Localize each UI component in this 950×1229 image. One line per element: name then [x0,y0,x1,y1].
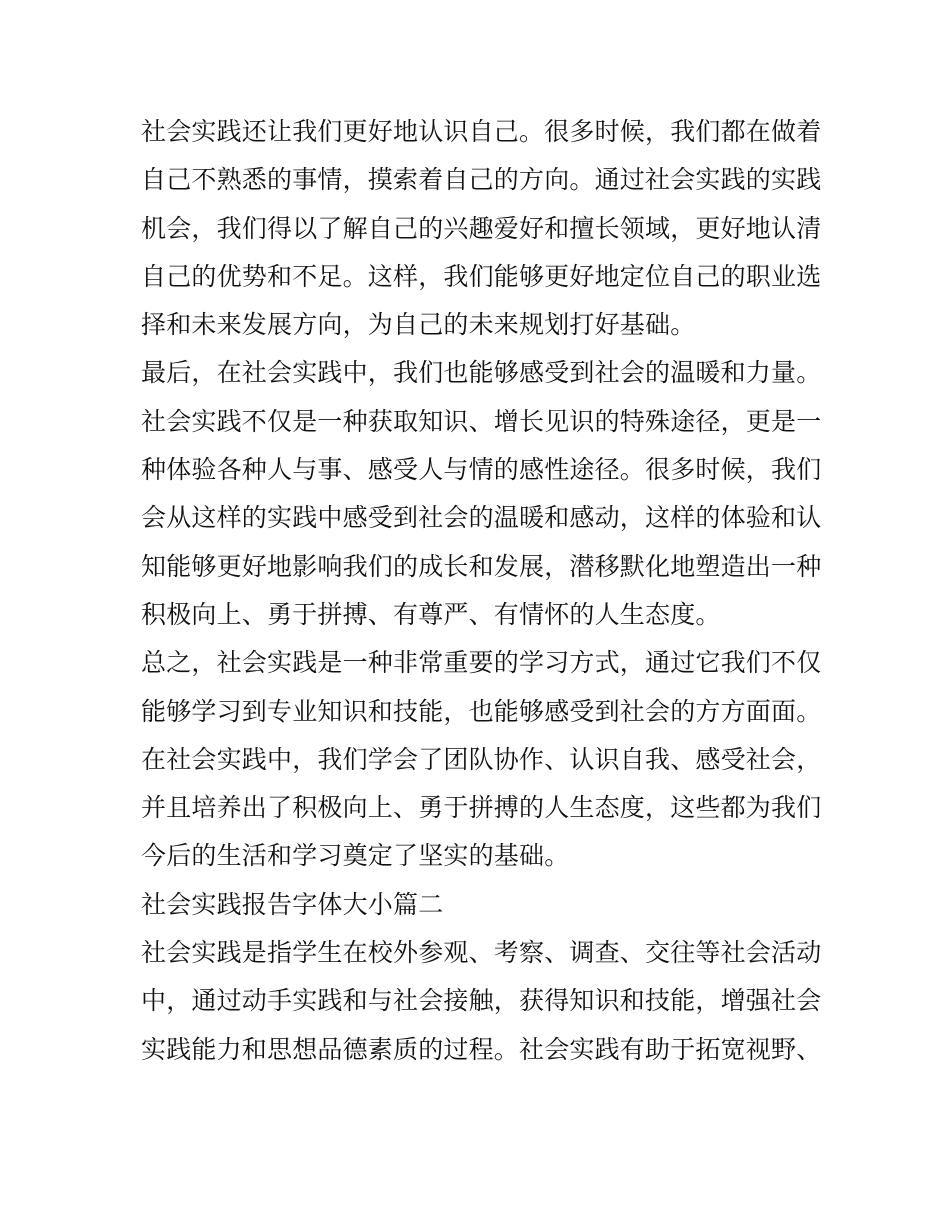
paragraph-line: 种体验各种人与事、感受人与情的感性途径。很多时候，我们 [141,455,822,485]
paragraph-line: 实践能力和思想品德素质的过程。社会实践有助于拓宽视野、 [141,1034,822,1064]
paragraph-line: 社会实践不仅是一种获取知识、增长见识的特殊途径，更是一 [141,406,822,436]
paragraph-line: 自己不熟悉的事情，摸索着自己的方向。通过社会实践的实践 [141,165,822,195]
paragraph-line: 知能够更好地影响我们的成长和发展，潜移默化地塑造出一种 [141,551,822,581]
paragraph-line: 总之，社会实践是一种非常重要的学习方式，通过它我们不仅 [141,648,822,678]
paragraph-line: 社会实践还让我们更好地认识自己。很多时候，我们都在做着 [141,117,822,146]
paragraph-line: 中，通过动手实践和与社会接触，获得知识和技能，增强社会 [141,986,822,1016]
paragraph-line: 今后的生活和学习奠定了坚实的基础。 [141,841,570,871]
paragraph-line: 择和未来发展方向，为自己的未来规划打好基础。 [141,310,696,340]
paragraph-line: 最后，在社会实践中，我们也能够感受到社会的温暖和力量。 [141,358,822,388]
paragraph-line: 机会，我们得以了解自己的兴趣爱好和擅长领域，更好地认清 [141,213,822,243]
paragraph-line: 积极向上、勇于拼搏、有尊严、有情怀的人生态度。 [141,599,721,629]
paragraph-line: 能够学习到专业知识和技能，也能够感受到社会的方方面面。 [141,696,822,726]
paragraph-line: 在社会实践中，我们学会了团队协作、认识自我、感受社会， [141,744,822,774]
paragraph-line: 并且培养出了积极向上、勇于拼搏的人生态度，这些都为我们 [141,793,822,823]
paragraph-line: 社会实践是指学生在校外参观、考察、调查、交往等社会活动 [141,938,822,968]
paragraph-line: 会从这样的实践中感受到社会的温暖和感动，这样的体验和认 [141,503,822,533]
document-body [141,108,821,1074]
section-heading: 社会实践报告字体大小篇二 [141,889,444,919]
paragraph-line: 自己的优势和不足。这样，我们能够更好地定位自己的职业选 [141,261,822,291]
